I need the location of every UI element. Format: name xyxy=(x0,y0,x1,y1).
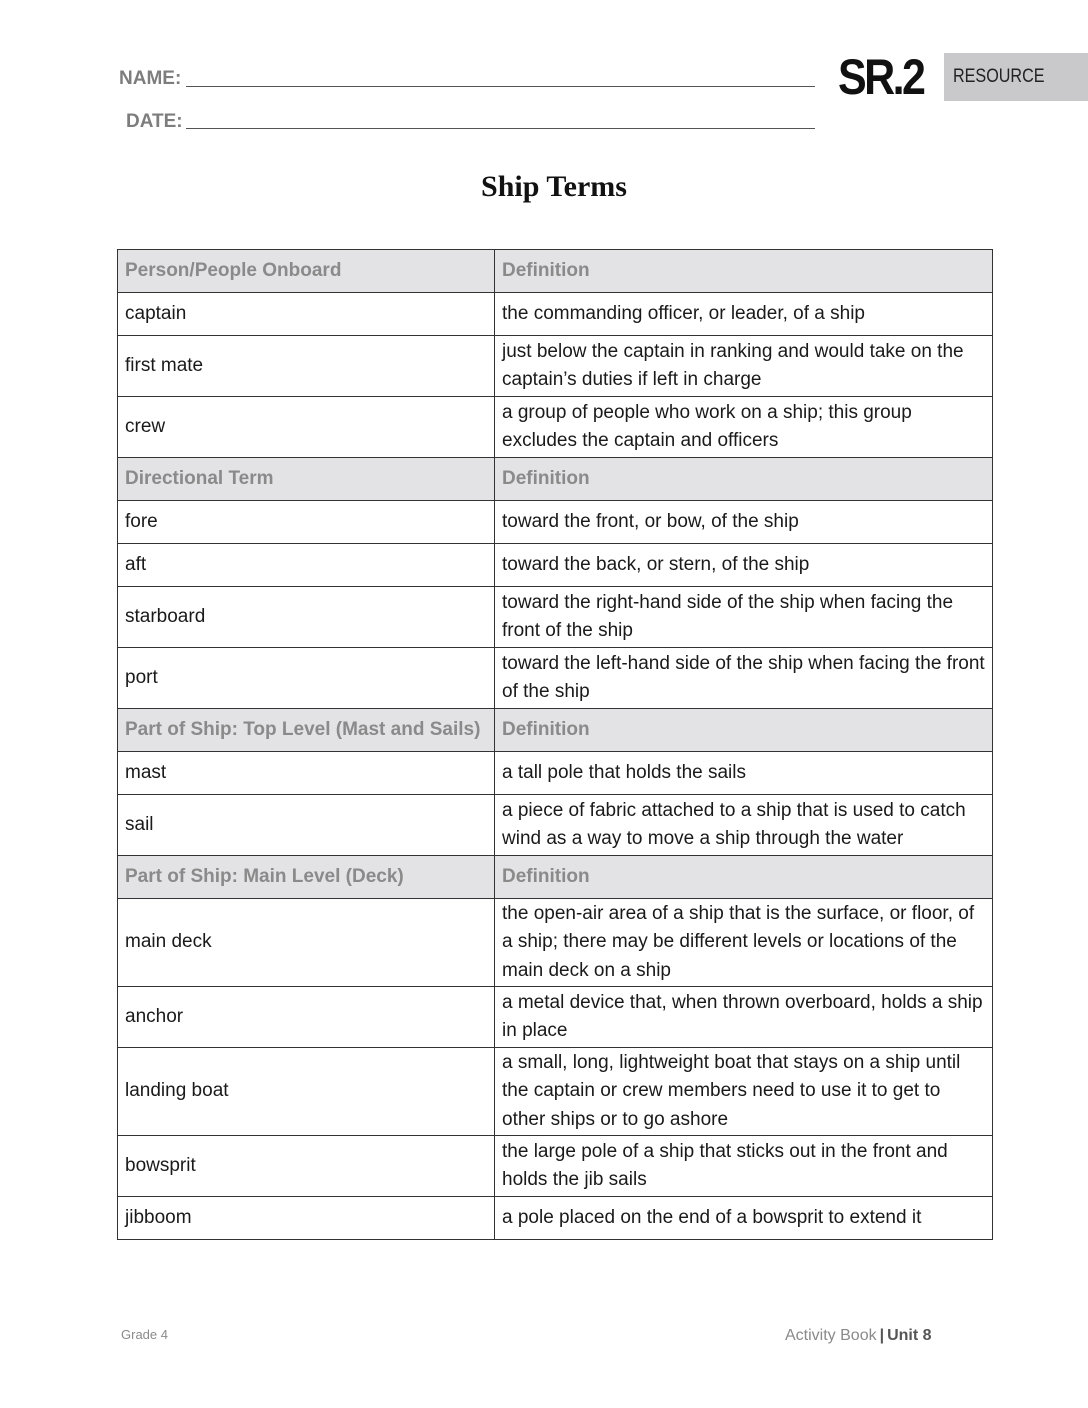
table-row xyxy=(118,293,993,336)
section-header-term: Part of Ship: Top Level (Mast and Sails) xyxy=(118,709,495,752)
definition-cell: toward the left-hand side of the ship when facing the front of the ship xyxy=(495,648,993,709)
table-row xyxy=(118,1197,993,1240)
section-header-row xyxy=(118,250,993,293)
term-cell: main deck xyxy=(118,899,495,987)
name-line[interactable] xyxy=(186,86,815,87)
resource-code: SR.2 xyxy=(838,49,924,105)
section-header-term: Part of Ship: Main Level (Deck) xyxy=(118,856,495,899)
table-row xyxy=(118,795,993,856)
section-header-definition: Definition xyxy=(495,250,993,293)
definition-cell: a small, long, lightweight boat that stays on a ship until the captain or crew members need to use it to get to other ships or to go ashore xyxy=(495,1048,993,1136)
section-header-definition: Definition xyxy=(495,856,993,899)
table-row xyxy=(118,501,993,544)
table-row xyxy=(118,752,993,795)
term-cell: first mate xyxy=(118,336,495,397)
section-header-definition: Definition xyxy=(495,458,993,501)
table-row xyxy=(118,544,993,587)
definition-cell: a group of people who work on a ship; this group excludes the captain and officers xyxy=(495,397,993,458)
section-header-definition: Definition xyxy=(495,709,993,752)
ship-terms-table xyxy=(117,249,993,1240)
footer-grade: Grade 4 xyxy=(121,1327,168,1342)
term-cell: port xyxy=(118,648,495,709)
term-cell: landing boat xyxy=(118,1048,495,1136)
table-row xyxy=(118,587,993,648)
term-cell: sail xyxy=(118,795,495,856)
term-cell: fore xyxy=(118,501,495,544)
section-header-row xyxy=(118,856,993,899)
table-row xyxy=(118,899,993,987)
section-header-term: Person/People Onboard xyxy=(118,250,495,293)
footer-book-info xyxy=(785,1327,932,1345)
definition-cell: a pole placed on the end of a bowsprit to extend it xyxy=(495,1197,993,1240)
table-row xyxy=(118,1048,993,1136)
term-cell: jibboom xyxy=(118,1197,495,1240)
definition-cell: just below the captain in ranking and would take on the captain’s duties if left in charge xyxy=(495,336,993,397)
definition-cell: toward the back, or stern, of the ship xyxy=(495,544,993,587)
table-row xyxy=(118,648,993,709)
section-header-term: Directional Term xyxy=(118,458,495,501)
table-row xyxy=(118,336,993,397)
definition-cell: a piece of fabric attached to a ship that is used to catch wind as a way to move a ship through the water xyxy=(495,795,993,856)
page-title: Ship Terms xyxy=(481,170,627,203)
definition-cell: a tall pole that holds the sails xyxy=(495,752,993,795)
term-cell: anchor xyxy=(118,987,495,1048)
definition-cell: a metal device that, when thrown overboard, holds a ship in place xyxy=(495,987,993,1048)
term-cell: aft xyxy=(118,544,495,587)
table-row xyxy=(118,987,993,1048)
term-cell: starboard xyxy=(118,587,495,648)
name-label: NAME: xyxy=(119,68,182,89)
definition-cell: the large pole of a ship that sticks out in the front and holds the jib sails xyxy=(495,1136,993,1197)
term-cell: captain xyxy=(118,293,495,336)
table-row xyxy=(118,397,993,458)
definition-cell: toward the front, or bow, of the ship xyxy=(495,501,993,544)
date-label: DATE: xyxy=(126,111,183,132)
resource-label: RESOURCE xyxy=(953,66,1045,87)
footer-book-title: Activity Book xyxy=(785,1327,877,1344)
resource-badge xyxy=(944,53,1088,101)
definition-cell: the open-air area of a ship that is the surface, or floor, of a ship; there may be different levels or locations of the main deck on a ship xyxy=(495,899,993,987)
section-header-row xyxy=(118,458,993,501)
definition-cell: toward the right-hand side of the ship when facing the front of the ship xyxy=(495,587,993,648)
footer-separator: | xyxy=(879,1327,885,1344)
term-cell: bowsprit xyxy=(118,1136,495,1197)
term-cell: crew xyxy=(118,397,495,458)
term-cell: mast xyxy=(118,752,495,795)
date-line[interactable] xyxy=(186,128,815,129)
footer-unit: Unit 8 xyxy=(887,1327,932,1344)
definition-cell: the commanding officer, or leader, of a ship xyxy=(495,293,993,336)
section-header-row xyxy=(118,709,993,752)
table-row xyxy=(118,1136,993,1197)
